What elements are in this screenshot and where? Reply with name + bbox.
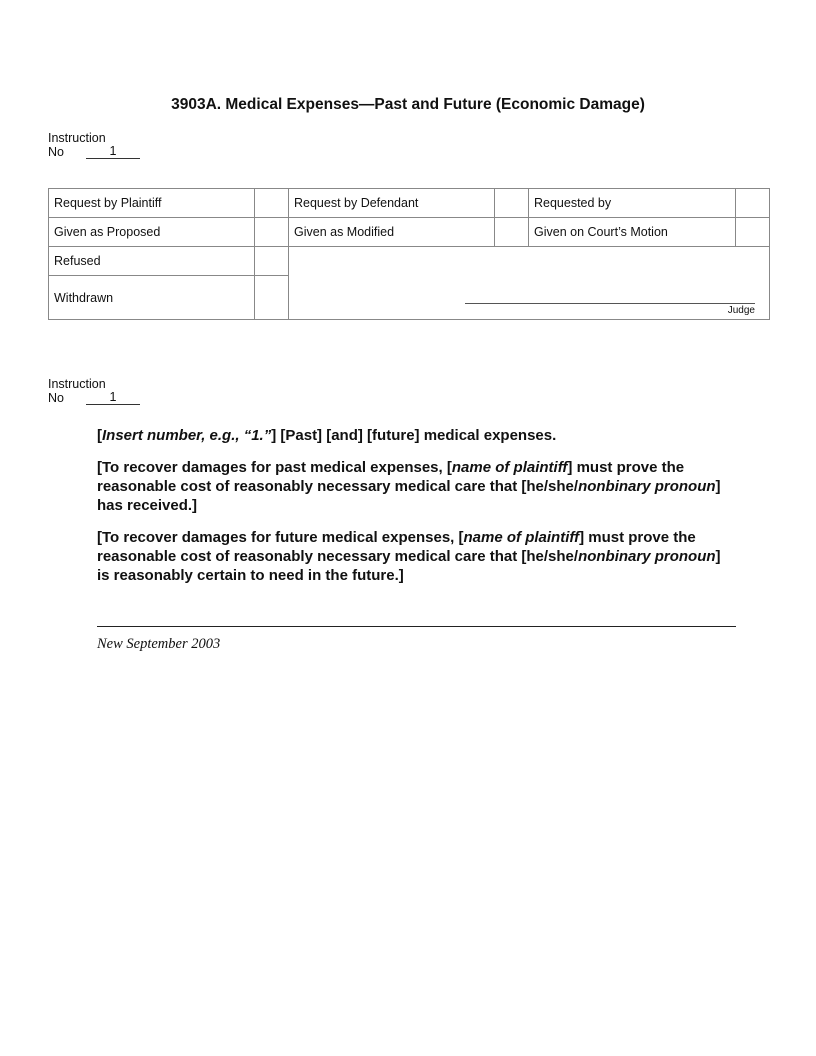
request-by-defendant-box[interactable] [495, 189, 529, 218]
instruction-paragraph-2: [To recover damages for past medical expenses, [name of plaintiff] must prove the reasonable cost of reasonably necessary medical care that [he/she/nonbinary pronoun] has received.] [97, 459, 721, 514]
no-label: No [48, 391, 64, 405]
instruction-label: Instruction [48, 131, 106, 145]
instruction-paragraph-1: [Insert number, e.g., “1.”] [Past] [and] [future] medical expenses. [97, 427, 557, 444]
no-label: No [48, 145, 64, 159]
request-by-plaintiff-box[interactable] [255, 189, 289, 218]
given-as-modified-label: Given as Modified [289, 218, 495, 247]
instruction-number: 1 [86, 145, 140, 159]
requested-by-box[interactable] [736, 189, 770, 218]
given-as-modified-box[interactable] [495, 218, 529, 247]
request-form [48, 188, 770, 320]
withdrawn-label: Withdrawn [49, 276, 255, 320]
judge-label: Judge [727, 305, 755, 316]
instruction-paragraph-3: [To recover damages for future medical expenses, [name of plaintiff] must prove the reasonable cost of reasonably necessary medical care that [he/she/nonbinary pronoun] is reasonably certain to need in the future.] [97, 529, 721, 584]
instruction-header-top [48, 131, 140, 159]
judge-signature-area [289, 247, 770, 320]
request-by-defendant-label: Request by Defendant [289, 189, 495, 218]
page-title: 3903A. Medical Expenses—Past and Future (Economic Damage) [171, 96, 645, 113]
request-by-plaintiff-label: Request by Plaintiff [49, 189, 255, 218]
given-on-courts-motion-label: Given on Court’s Motion [529, 218, 736, 247]
instruction-label: Instruction [48, 377, 106, 391]
withdrawn-box[interactable] [255, 276, 289, 320]
judge-signature-line[interactable] [465, 303, 755, 304]
history-note: New September 2003 [97, 636, 221, 652]
instruction-body [97, 426, 737, 598]
instruction-number: 1 [86, 391, 140, 405]
requested-by-label: Requested by [529, 189, 736, 218]
instruction-header-bottom [48, 377, 140, 405]
divider [97, 626, 736, 627]
given-as-proposed-label: Given as Proposed [49, 218, 255, 247]
given-as-proposed-box[interactable] [255, 218, 289, 247]
refused-label: Refused [49, 247, 255, 276]
given-on-courts-motion-box[interactable] [736, 218, 770, 247]
refused-box[interactable] [255, 247, 289, 276]
